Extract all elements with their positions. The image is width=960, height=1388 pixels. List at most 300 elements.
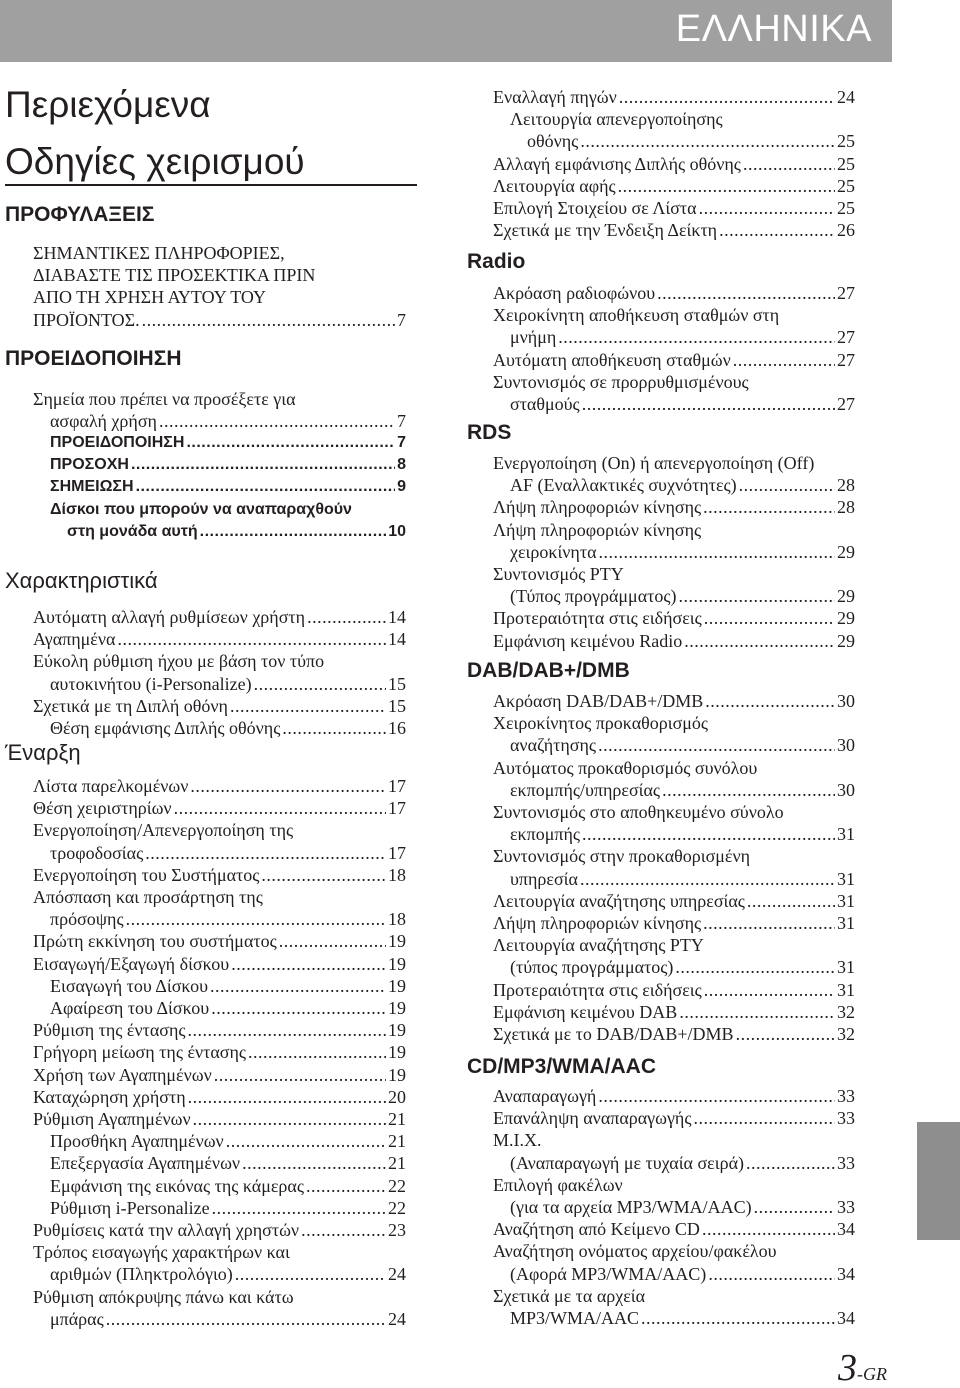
toc-entry <box>33 673 406 695</box>
dot-leader <box>136 476 396 498</box>
toc-entry-title: Καταχώρηση χρήστη <box>33 1086 186 1107</box>
toc-entry <box>493 175 855 197</box>
dot-leader <box>131 454 395 476</box>
toc-entry <box>493 630 855 652</box>
dot-leader <box>126 908 386 930</box>
cd-list <box>493 1085 855 1329</box>
toc-entry-title: μπάρας <box>50 1308 104 1329</box>
toc-entry <box>493 956 855 978</box>
toc-entry-line: Συντονισμός PTY <box>493 564 624 585</box>
toc-entry-page: 15 <box>388 673 406 694</box>
toc-entry-page: 19 <box>388 1042 406 1063</box>
toc-entry-page: 32 <box>837 1024 855 1045</box>
toc-entry <box>33 775 406 797</box>
toc-entry-page: 7 <box>397 411 406 432</box>
toc-entry-title: ΣΗΜΕΙΩΣΗ <box>50 478 134 496</box>
toc-entry-page: 14 <box>388 607 406 627</box>
dot-leader <box>231 953 386 975</box>
toc-entry-page: 28 <box>837 497 855 518</box>
toc-entry-line: Συντονισμός στο αποθηκευμένο σύνολο <box>493 802 784 823</box>
toc-entry-title: Προσθήκη Αγαπημένων <box>50 1131 224 1152</box>
toc-entry-line: ΣΗΜΑΝΤΙΚΕΣ ΠΛΗΡΟΦΟΡΙΕΣ, <box>33 243 285 263</box>
toc-entry <box>493 1152 855 1174</box>
toc-entry <box>33 1108 406 1130</box>
toc-entry-title: Χρήση των Αγαπημένων <box>33 1064 212 1085</box>
toc-entry-title: Ρυθμίσεις κατά την αλλαγή χρηστών <box>33 1220 300 1241</box>
toc-entry-line: Συντονισμός στην προκαθορισμένη <box>493 846 751 867</box>
toc-entry-title: Προτεραιότητα στις ειδήσεις <box>493 608 702 629</box>
section-heading-getting-started: Έναρξη <box>5 740 81 765</box>
toc-entry-line: Απόσπαση και προσάρτηση της <box>33 887 263 908</box>
toc-entry <box>33 521 406 543</box>
dot-leader <box>699 197 835 219</box>
language-label: ΕΛΛΗΝΙΚΑ <box>675 8 872 50</box>
toc-entry <box>33 908 406 930</box>
toc-entry-page: 17 <box>388 776 406 796</box>
dot-leader <box>703 912 835 934</box>
getting-started-list <box>33 775 406 1330</box>
toc-entry-title: (για τα αρχεία MP3/WMA/AAC) <box>510 1197 752 1218</box>
dot-leader <box>641 1307 835 1329</box>
toc-entry-page: 31 <box>837 913 855 934</box>
toc-entry-title: Εμφάνιση κειμένου DAB <box>493 1001 678 1022</box>
dot-leader <box>214 1064 386 1086</box>
toc-entry-page: 34 <box>837 1263 855 1284</box>
dot-leader <box>212 1197 386 1219</box>
toc-entry-title: Ακρόαση DAB/DAB+/DMB <box>493 691 704 711</box>
toc-entry-title: Σχετικά με το DAB/DAB+/DMB <box>493 1024 734 1045</box>
toc-entry <box>33 1219 406 1241</box>
toc-entry-page: 8 <box>397 456 406 474</box>
toc-entry-page: 29 <box>837 541 855 562</box>
toc-entry <box>33 1197 406 1219</box>
toc-entry-line: Εύκολη ρύθμιση ήχου με βάση τον τύπο <box>33 651 325 672</box>
section-heading-warning: ΠΡΟΕΙΔΟΠΟΙΗΣΗ <box>5 347 182 370</box>
toc-entry-title: σταθμούς <box>510 394 580 415</box>
dot-leader <box>618 175 835 197</box>
toc-entry-title: (Αναπαραγωγή με τυχαία σειρά) <box>510 1152 744 1173</box>
dot-leader <box>684 630 835 652</box>
toc-entry-title: Λίστα παρελκομένων <box>33 776 189 796</box>
dot-leader <box>754 1196 835 1218</box>
toc-entry-page: 31 <box>837 824 855 845</box>
dot-leader <box>558 326 835 348</box>
toc-entry-title: Ακρόαση ραδιοφώνου <box>493 283 656 303</box>
toc-entry-title: Ρύθμιση της έντασης <box>33 1020 186 1041</box>
toc-entry-page: 31 <box>837 890 855 911</box>
dot-leader <box>210 975 386 997</box>
toc-entry-title: μνήμη <box>510 327 557 348</box>
toc-entry <box>33 842 406 864</box>
toc-entry-title: Εμφάνιση της εικόνας της κάμερας <box>50 1175 304 1196</box>
toc-entry-page: 33 <box>837 1152 855 1173</box>
toc-entry-page: 19 <box>388 1064 406 1085</box>
language-banner <box>0 0 892 62</box>
page-title: Περιεχόμενα <box>5 84 211 125</box>
toc-entry <box>493 779 855 801</box>
toc-entry-title: Πρώτη εκκίνηση του συστήματος <box>33 931 277 952</box>
dot-leader <box>174 797 386 819</box>
section-heading-dab: DAB/DAB+/DMB <box>467 659 630 682</box>
toc-entry <box>33 953 406 975</box>
toc-entry-title: υπηρεσία <box>510 868 578 889</box>
toc-entry <box>33 1263 406 1285</box>
dot-leader <box>739 474 835 496</box>
toc-entry <box>493 890 855 912</box>
toc-entry-line: Ενεργοποίηση (On) ή απενεργοποίηση (Off) <box>493 453 815 473</box>
dot-leader <box>702 1218 835 1240</box>
toc-entry-page: 19 <box>388 975 406 996</box>
section-heading-rds: RDS <box>467 421 512 444</box>
toc-entry-title: Αγαπημένα <box>33 629 116 650</box>
dot-leader <box>242 1152 386 1174</box>
toc-entry-title: Θέση εμφάνισης Διπλής οθόνης <box>50 718 281 739</box>
features-list <box>33 606 406 739</box>
toc-entry-page: 29 <box>837 608 855 629</box>
toc-entry-title: Επανάληψη αναπαραγωγής <box>493 1108 692 1129</box>
dot-leader <box>598 734 835 756</box>
toc-entry-line: Αναζήτηση ονόματος αρχείου/φακέλου <box>493 1241 777 1262</box>
dab-list <box>493 690 855 1045</box>
toc-entry-title: Εισαγωγή του Δίσκου <box>50 975 209 996</box>
toc-entry-page: 33 <box>837 1108 855 1129</box>
dot-leader <box>190 775 386 797</box>
dot-leader <box>599 541 835 563</box>
toc-entry-page: 21 <box>388 1109 406 1130</box>
toc-entry-title: εκπομπής/υπηρεσίας <box>510 779 661 800</box>
dot-leader <box>736 1023 835 1045</box>
toc-entry-page: 17 <box>388 798 406 819</box>
dot-leader <box>261 864 386 886</box>
toc-entry-page: 9 <box>397 478 406 496</box>
toc-entry <box>33 1086 406 1108</box>
dot-leader <box>708 1263 835 1285</box>
toc-entry-page: 24 <box>388 1264 406 1285</box>
dot-leader <box>675 956 835 978</box>
toc-entry-page: 33 <box>837 1197 855 1218</box>
toc-entry <box>493 1263 855 1285</box>
toc-entry-page: 22 <box>388 1175 406 1196</box>
dot-leader <box>188 1019 386 1041</box>
dot-leader <box>678 585 835 607</box>
dot-leader <box>235 1263 386 1285</box>
toc-entry <box>33 454 406 476</box>
toc-entry-page: 31 <box>837 979 855 1000</box>
toc-entry-title: Αλλαγή εμφάνισης Διπλής οθόνης <box>493 153 741 174</box>
dot-leader <box>719 219 835 241</box>
toc-entry-page: 24 <box>837 87 855 107</box>
dot-leader <box>200 521 387 543</box>
toc-entry-page: 33 <box>837 1086 855 1106</box>
toc-entry-page: 7 <box>397 434 406 451</box>
toc-entry-title: Προτεραιότητα στις ειδήσεις <box>493 979 702 1000</box>
toc-entry-title: ΠΡΟΕΙΔΟΠΟΙΗΣΗ <box>50 434 185 451</box>
toc-entry-page: 19 <box>388 931 406 952</box>
toc-entry <box>493 153 855 175</box>
dot-leader <box>747 890 835 912</box>
radio-list <box>493 282 855 415</box>
dot-leader <box>226 1130 386 1152</box>
toc-entry <box>33 997 406 1019</box>
toc-entry-title: Αναπαραγωγή <box>493 1086 597 1106</box>
dot-leader <box>211 997 386 1019</box>
dot-leader <box>662 779 835 801</box>
toc-entry <box>33 1019 406 1041</box>
toc-entry-line: Σημεία που πρέπει να προσέξετε για <box>33 389 296 409</box>
toc-entry-page: 19 <box>388 1020 406 1041</box>
toc-entry-line: Λειτουργία αναζήτησης PTY <box>493 935 704 956</box>
toc-entry-page: 28 <box>837 475 855 496</box>
toc-entry <box>493 326 855 348</box>
toc-entry-title: Εισαγωγή/Εξαγωγή δίσκου <box>33 953 230 974</box>
toc-entry <box>33 410 406 432</box>
dot-leader <box>657 282 835 304</box>
toc-entry-page: 20 <box>388 1086 406 1107</box>
toc-entry-line: M.I.X. <box>493 1130 542 1151</box>
toc-entry-title: Λήψη πληροφοριών κίνησης <box>493 497 702 518</box>
toc-entry-page: 14 <box>388 629 406 650</box>
section-heading-features: Χαρακτηριστικά <box>5 568 158 593</box>
toc-entry-line: Σχετικά με τα αρχεία <box>493 1285 646 1306</box>
warning-list-serif <box>33 388 406 432</box>
toc-entry-page: 27 <box>837 394 855 415</box>
toc-entry-page: 34 <box>837 1308 855 1329</box>
toc-entry-title: εκπομπής <box>510 824 580 845</box>
toc-entry-page: 26 <box>837 220 855 241</box>
section-heading-precautions: ΠΡΟΦΥΛΑΞΕΙΣ <box>5 203 155 226</box>
toc-entry-page: 25 <box>837 153 855 174</box>
toc-entry-line: Ενεργοποίηση/Απενεργοποίηση της <box>33 820 294 841</box>
toc-entry-title: Επιλογή Στοιχείου σε Λίστα <box>493 198 697 219</box>
dot-leader <box>142 309 395 331</box>
toc-entry-line: ΔΙΑΒΑΣΤΕ ΤΙΣ ΠΡΟΣΕΚΤΙΚΑ ΠΡΙΝ <box>33 265 316 286</box>
toc-entry-title: ΠΡΟΪΟΝΤΟΣ. <box>33 309 140 330</box>
toc-entry-line: Χειροκίνητος προκαθορισμός <box>493 713 709 734</box>
toc-entry-page: 30 <box>837 779 855 800</box>
toc-entry <box>33 930 406 952</box>
toc-entry <box>493 868 855 890</box>
section-tab-marker <box>917 1122 960 1240</box>
toc-entry <box>33 717 406 739</box>
dot-leader <box>106 1308 386 1330</box>
toc-entry-page: 31 <box>837 868 855 889</box>
toc-entry-title: Λήψη πληροφοριών κίνησης <box>493 913 702 934</box>
general-list <box>493 86 855 241</box>
toc-entry <box>33 476 406 498</box>
dot-leader <box>117 628 386 650</box>
toc-entry <box>33 1175 406 1197</box>
toc-entry-title: ΠΡΟΣΟΧΗ <box>50 456 129 474</box>
toc-entry-page: 25 <box>837 131 855 152</box>
toc-entry-title: Ενεργοποίηση του Συστήματος <box>33 864 260 885</box>
toc-entry <box>33 1308 406 1330</box>
dot-leader <box>746 1152 835 1174</box>
toc-entry <box>493 1085 855 1107</box>
toc-entry-line: Δίσκοι που μπορούν να αναπαραχθούν <box>50 500 352 518</box>
toc-entry-title: (τύπος προγράμματος) <box>510 957 674 978</box>
toc-entry-title: ασφαλή χρήση <box>50 411 157 432</box>
toc-entry-page: 19 <box>388 998 406 1019</box>
toc-entry <box>493 979 855 1001</box>
dot-leader <box>704 979 835 1001</box>
toc-entry-page: 25 <box>837 198 855 219</box>
toc-entry-title: Αυτόματη αποθήκευση σταθμών <box>493 349 731 370</box>
toc-entry <box>33 797 406 819</box>
dot-leader <box>186 432 395 454</box>
toc-entry-page: 19 <box>388 953 406 974</box>
toc-entry-page: 29 <box>837 586 855 607</box>
toc-entry <box>493 734 855 756</box>
toc-entry <box>493 1218 855 1240</box>
dot-leader <box>679 1001 835 1023</box>
toc-entry-page: 17 <box>388 842 406 863</box>
toc-entry-line: Λήψη πληροφοριών κίνησης <box>493 519 702 540</box>
toc-entry-title: Σχετικά με την Ένδειξη Δείκτη <box>493 220 718 241</box>
toc-entry-line: ΑΠΟ ΤΗ ΧΡΗΣΗ ΑΥΤΟΥ ΤΟΥ <box>33 287 266 308</box>
toc-entry <box>493 607 855 629</box>
toc-entry-title: (Αφορά MP3/WMA/AAC) <box>510 1263 707 1284</box>
toc-entry-title: Αναζήτηση από Κείμενο CD <box>493 1219 700 1240</box>
dot-leader <box>580 868 835 890</box>
dot-leader <box>306 1175 386 1197</box>
toc-entry-title: Γρήγορη μείωση της έντασης <box>33 1042 247 1063</box>
toc-entry-title: χειροκίνητα <box>510 541 597 562</box>
toc-entry <box>493 282 855 304</box>
toc-entry-title: αναζήτησης <box>510 735 597 756</box>
section-heading-cd: CD/MP3/WMA/AAC <box>467 1055 656 1078</box>
toc-entry <box>493 1107 855 1129</box>
page-number <box>838 1348 887 1388</box>
toc-entry-title: τροφοδοσίας <box>50 842 144 863</box>
toc-entry-title: Εμφάνιση κειμένου Radio <box>493 630 683 651</box>
toc-entry-title: Λειτουργία αναζήτησης υπηρεσίας <box>493 890 745 911</box>
toc-entry-line: Συντονισμός σε προρρυθμισμένους <box>493 371 749 392</box>
toc-entry-title: στη μονάδα αυτή <box>67 522 198 540</box>
toc-entry <box>493 86 855 108</box>
toc-entry <box>493 130 855 152</box>
toc-entry <box>493 823 855 845</box>
dot-leader <box>733 349 835 371</box>
toc-entry-page: 10 <box>388 522 406 540</box>
toc-entry-title: (Τύπος προγράμματος) <box>510 586 677 607</box>
dot-leader <box>193 1108 386 1130</box>
toc-entry-title: Θέση χειριστηρίων <box>33 798 172 819</box>
toc-entry-page: 30 <box>837 735 855 756</box>
toc-entry <box>493 541 855 563</box>
toc-entry <box>493 1196 855 1218</box>
toc-entry-title: Ρύθμιση i-Personalize <box>50 1197 210 1218</box>
dot-leader <box>145 842 386 864</box>
toc-entry <box>33 695 406 717</box>
toc-entry-page: 7 <box>397 309 406 330</box>
dot-leader <box>282 717 386 739</box>
toc-entry <box>493 1023 855 1045</box>
toc-entry-title: αυτοκινήτου (i-Personalize) <box>50 673 252 694</box>
dot-leader <box>188 1086 386 1108</box>
dot-leader <box>582 393 835 415</box>
toc-entry <box>493 690 855 712</box>
toc-entry-page: 16 <box>388 718 406 739</box>
page-number-value: 3 <box>838 1347 857 1388</box>
toc-entry <box>33 1152 406 1174</box>
dot-leader <box>254 673 386 695</box>
toc-entry-page: 22 <box>388 1197 406 1218</box>
toc-entry-title: MP3/WMA/AAC <box>510 1308 640 1329</box>
dot-leader <box>704 607 835 629</box>
toc-entry <box>493 197 855 219</box>
page-number-suffix: -GR <box>857 1364 887 1384</box>
toc-entry-title: Λειτουργία αφής <box>493 175 616 196</box>
toc-entry-page: 18 <box>388 909 406 930</box>
toc-entry <box>33 628 406 650</box>
toc-entry-page: 23 <box>388 1220 406 1241</box>
dot-leader <box>301 1219 386 1241</box>
dot-leader <box>703 496 835 518</box>
toc-entry <box>33 975 406 997</box>
dot-leader <box>307 606 386 628</box>
toc-entry-line: Χειροκίνητη αποθήκευση σταθμών στη <box>493 305 780 326</box>
toc-entry-page: 29 <box>837 630 855 651</box>
toc-entry-title: Ρύθμιση Αγαπημένων <box>33 1109 191 1130</box>
toc-entry <box>33 1130 406 1152</box>
toc-entry <box>493 585 855 607</box>
dot-leader <box>159 410 395 432</box>
manual-title: Οδηγίες χειρισμού <box>5 140 417 186</box>
toc-entry <box>493 393 855 415</box>
toc-entry-page: 34 <box>837 1219 855 1240</box>
toc-entry-title: Αφαίρεση του Δίσκου <box>50 998 210 1019</box>
toc-entry-line: Ρύθμιση απόκρυψης πάνω και κάτω <box>33 1286 294 1307</box>
toc-entry <box>493 1307 855 1329</box>
dot-leader <box>248 1041 386 1063</box>
toc-entry <box>33 1064 406 1086</box>
dot-leader <box>582 823 835 845</box>
toc-entry-title: Αυτόματη αλλαγή ρυθμίσεων χρήστη <box>33 607 306 627</box>
dot-leader <box>619 86 835 108</box>
toc-entry <box>33 864 406 886</box>
toc-entry-page: 21 <box>388 1131 406 1152</box>
toc-entry <box>33 432 406 454</box>
toc-entry-page: 24 <box>388 1308 406 1329</box>
toc-entry <box>33 606 406 628</box>
toc-entry-line: Επιλογή φακέλων <box>493 1174 623 1195</box>
toc-entry-title: AF (Εναλλακτικές συχνότητες) <box>510 475 737 496</box>
toc-entry-page: 27 <box>837 327 855 348</box>
toc-entry-line: Λειτουργία απενεργοποίησης <box>510 109 723 130</box>
dot-leader <box>598 1085 835 1107</box>
toc-entry-title: πρόσοψης <box>50 909 124 930</box>
warning-list-bold <box>33 432 406 543</box>
toc-entry-page: 32 <box>837 1001 855 1022</box>
toc-entry <box>33 1041 406 1063</box>
toc-entry-title: οθόνης <box>527 131 579 152</box>
toc-entry-page: 15 <box>388 695 406 716</box>
toc-entry-line: Τρόπος εισαγωγής χαρακτήρων και <box>33 1242 290 1263</box>
toc-entry <box>493 1001 855 1023</box>
toc-entry <box>33 309 406 331</box>
toc-entry-title: Επεξεργασία Αγαπημένων <box>50 1153 241 1174</box>
toc-entry-page: 31 <box>837 957 855 978</box>
precautions-list <box>33 242 406 331</box>
toc-entry-title: Σχετικά με τη Διπλή οθόνη <box>33 695 228 716</box>
rds-list <box>493 452 855 652</box>
toc-entry <box>493 474 855 496</box>
toc-entry-title: αριθμών (Πληκτρολόγιο) <box>50 1264 233 1285</box>
toc-entry-page: 18 <box>388 864 406 885</box>
toc-entry-page: 27 <box>837 349 855 370</box>
dot-leader <box>705 690 835 712</box>
toc-entry-line: Αυτόματος προκαθορισμός συνόλου <box>493 757 758 778</box>
